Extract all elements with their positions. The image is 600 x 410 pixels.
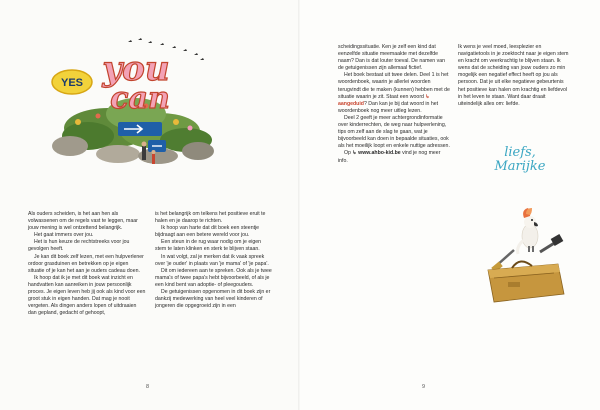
headline-you: you <box>102 49 170 89</box>
parrot-icon <box>518 208 538 254</box>
page-number-right: 9 <box>422 384 426 390</box>
right-page <box>300 0 600 410</box>
headline-can: can <box>110 81 170 116</box>
right-column-2: Ik wens je veel moed, leesplezier en navigatietools in je zoektocht naar je eigen stem en kracht om veerkrachtig te blijven staan. Ik wens dat de scheiding van jouw ouders zo min mogelijk een negatief effect heeft op jou als persoon. Dat je uit elke negatieve gebeurtenis het positieve kan halen om krachtig en liefdevol in het leven te staan. Want daar draait uiteindelijk alles om: liefde. <box>458 44 569 107</box>
left-column-1: Als ouders scheiden, is het aan hen als volwassenen om de regels vast te leggen, maar jouw mening is wel ontzettend belangrijk. Het gaat immers over jou. Het is hun keuze de rechtstreeks voor jou gevolgen heeft. Je kan dit boek zelf lezen, met een hulpverlener ordoor grasduinen en betrekken op je eigen situatie of je kan het aan je ouders cadeau doen. Ik hoop dat ik je met dit boek wat inzicht en handvatten kan aanreiken in jouw persoonlijk proces. Je eigen leven heb jij ook als kind voor een groot stuk in eigen handen. Dat mag je nooit vergeten. Als dingen anders lopen of uitdraaien dan gepland, gedacht of gehoopt, <box>28 211 146 317</box>
signature: liefs, Marijke <box>494 145 546 174</box>
website-link[interactable]: ↳ www.ahbo-kid.be <box>352 150 401 157</box>
paragraph-parts: Het boek bestaat uit twee delen. Deel 1 is het woordenboek, waarin je allerlei woorden terugvindt die te maken (kunnen) hebben met de situatie waarin je zit. Staat een woord ↳ aangeduid? Dan kan je bij dat woord in het woordenboek nog meer uitleg lezen. <box>338 72 450 114</box>
yes-badge <box>52 70 92 94</box>
right-column-1: scheidingssituatie. Ken je zelf een kind dat eenzelfde situatie meemaakte met dezelfde naam? Dan is dat louter toeval. De namen van de getuigenissen zijn allemaal fictief. Het boek bestaat uit twee delen. Deel 1 is het woordenboek, waarin je allerlei woorden terugvindt die te maken (kunnen) hebben met de situatie waarin je zit. Staat een woord ↳ aangeduid? Dan kan je bij dat woord in het woordenboek nog meer uitleg lezen. Deel 2 geeft je meer achtergrondinformatie over kinderrechten, de weg naar hulpverlening, tips om zelf aan de slag te gaan, wat je bijvoorbeeld kan doen in bepaalde situaties, ook als het moeilijk loopt en enkele nuttige adressen. Op ↳ www.ahbo-kid.be vind je nog meer info. <box>338 44 450 164</box>
page-number-left: 8 <box>146 384 150 390</box>
aangeduid-marker: ↳ aangeduid <box>338 93 430 107</box>
svg-text:YES: YES <box>60 77 84 89</box>
parrot-toolbox-illustration <box>478 208 570 308</box>
yes-you-can-illustration <box>48 36 218 171</box>
left-column-2: is het belangrijk om telkens het positieve eruit te halen en je daarop te richten. Ik hoop van harte dat dit boek een steentje bijdraagt aan een betere wereld voor jou. Een steun in de rug waar nodig om je eigen stem te laten klinken en sterk te blijven staan. In wat volgt, zal je merken dat ik vaak spreek over 'je ouder' in plaats van 'je mama' of 'je papa'. Dit om iedereen aan te spreken. Ook als je twee mama's of twee papa's hebt bijvoorbeeld, of als je een kind bent van adoptie- of pleegouders. De getuigenissen opgenomen in dit boek zijn er dankzij medewerking van heel veel kinderen of jongeren die opgegroeid zijn in een <box>155 211 272 310</box>
website-paragraph: Op ↳ www.ahbo-kid.be vind je nog meer info. <box>338 150 441 164</box>
